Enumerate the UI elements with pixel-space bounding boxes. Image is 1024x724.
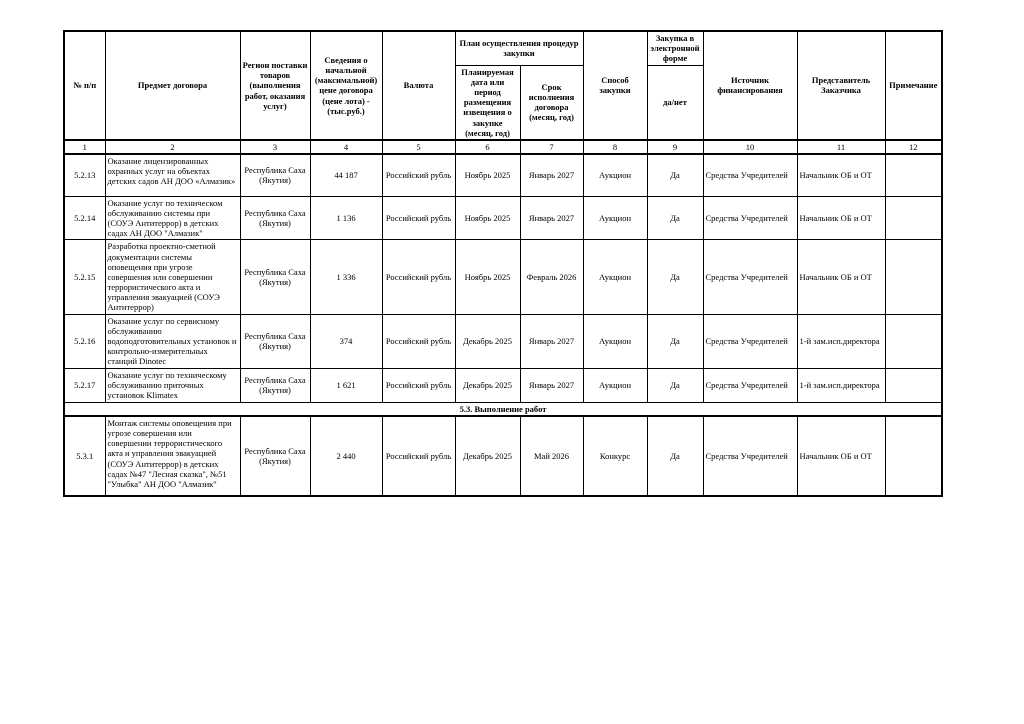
cell-representative: Начальник ОБ и ОТ	[797, 416, 885, 496]
cell-method: Аукцион	[583, 154, 647, 196]
cell-subject: Оказание услуг по техническом обслуживанию системы при (СОУЭ Антитеррор) в детских садах АН ДОО "Алмазик"	[105, 196, 240, 240]
cell-currency: Российский рубль	[382, 368, 455, 402]
cell-electronic: Да	[647, 368, 703, 402]
cell-note	[885, 240, 942, 314]
column-number: 11	[797, 140, 885, 154]
cell-electronic: Да	[647, 240, 703, 314]
header-electronic-group: Закупка в электронной форме	[647, 31, 703, 65]
cell-funding: Средства Учредителей	[703, 314, 797, 368]
cell-note	[885, 154, 942, 196]
cell-currency: Российский рубль	[382, 240, 455, 314]
cell-electronic: Да	[647, 196, 703, 240]
cell-note	[885, 314, 942, 368]
header-representative: Представитель Заказчика	[797, 31, 885, 140]
cell-region: Республика Саха (Якутия)	[240, 154, 310, 196]
cell-representative: Начальник ОБ и ОТ	[797, 196, 885, 240]
table-header	[64, 31, 942, 154]
cell-subject: Оказание услуг по сервисному обслуживанию водоподготовительных установок и контрольно-измерительных станций Dinotec	[105, 314, 240, 368]
cell-price: 1 621	[310, 368, 382, 402]
cell-subject: Оказание услуг по техническому обслуживанию приточных установок Klimatex	[105, 368, 240, 402]
column-number: 3	[240, 140, 310, 154]
cell-price: 44 187	[310, 154, 382, 196]
cell-num: 5.2.16	[64, 314, 105, 368]
section-row	[64, 402, 942, 416]
cell-contract-term: Январь 2027	[520, 368, 583, 402]
cell-currency: Российский рубль	[382, 314, 455, 368]
cell-representative: 1-й зам.исп.директора	[797, 368, 885, 402]
table-row	[64, 196, 942, 240]
cell-region: Республика Саха (Якутия)	[240, 196, 310, 240]
column-number: 4	[310, 140, 382, 154]
cell-currency: Российский рубль	[382, 154, 455, 196]
cell-price: 374	[310, 314, 382, 368]
cell-funding: Средства Учредителей	[703, 196, 797, 240]
header-price: Сведения о начальной (максимальной) цене договора (цене лота) - (тыс.руб.)	[310, 31, 382, 140]
cell-method: Конкурс	[583, 416, 647, 496]
cell-notice-date: Ноябрь 2025	[455, 196, 520, 240]
table-body	[64, 154, 942, 496]
cell-funding: Средства Учредителей	[703, 416, 797, 496]
cell-representative: Начальник ОБ и ОТ	[797, 240, 885, 314]
table-row	[64, 154, 942, 196]
cell-num: 5.2.13	[64, 154, 105, 196]
cell-electronic: Да	[647, 154, 703, 196]
cell-electronic: Да	[647, 314, 703, 368]
header-currency: Валюта	[382, 31, 455, 140]
procurement-plan-table	[63, 30, 943, 497]
column-number: 9	[647, 140, 703, 154]
cell-method: Аукцион	[583, 196, 647, 240]
column-number: 6	[455, 140, 520, 154]
header-num: № п/п	[64, 31, 105, 140]
column-number: 8	[583, 140, 647, 154]
column-number: 12	[885, 140, 942, 154]
cell-num: 5.2.14	[64, 196, 105, 240]
cell-representative: 1-й зам.исп.директора	[797, 314, 885, 368]
header-method: Способ закупки	[583, 31, 647, 140]
cell-subject: Монтаж системы оповещения при угрозе совершения или совершении террористического акта и управления эвакуацией (СОУЭ Антитеррор) в детских садах №47 "Лесная сказка", №51 "Улыбка" АН ДОО "Алмазик"	[105, 416, 240, 496]
cell-method: Аукцион	[583, 368, 647, 402]
header-contract-term: Срок исполнения договора (месяц, год)	[520, 65, 583, 140]
header-row-1	[64, 31, 942, 65]
cell-contract-term: Январь 2027	[520, 196, 583, 240]
table-row	[64, 314, 942, 368]
cell-contract-term: Май 2026	[520, 416, 583, 496]
table-row	[64, 416, 942, 496]
cell-notice-date: Ноябрь 2025	[455, 240, 520, 314]
cell-notice-date: Ноябрь 2025	[455, 154, 520, 196]
column-number: 1	[64, 140, 105, 154]
cell-num: 5.2.17	[64, 368, 105, 402]
cell-notice-date: Декабрь 2025	[455, 314, 520, 368]
table-row	[64, 240, 942, 314]
column-number: 7	[520, 140, 583, 154]
column-number: 10	[703, 140, 797, 154]
cell-region: Республика Саха (Якутия)	[240, 314, 310, 368]
section-title: 5.3. Выполнение работ	[64, 402, 942, 416]
cell-electronic: Да	[647, 416, 703, 496]
column-number-row	[64, 140, 942, 154]
cell-notice-date: Декабрь 2025	[455, 416, 520, 496]
cell-note	[885, 416, 942, 496]
table-row	[64, 368, 942, 402]
column-number: 2	[105, 140, 240, 154]
cell-region: Республика Саха (Якутия)	[240, 416, 310, 496]
cell-contract-term: Февраль 2026	[520, 240, 583, 314]
cell-currency: Российский рубль	[382, 196, 455, 240]
header-region: Регион поставки товаров (выполнения работ, оказания услуг)	[240, 31, 310, 140]
cell-num: 5.2.15	[64, 240, 105, 314]
cell-representative: Начальник ОБ и ОТ	[797, 154, 885, 196]
cell-note	[885, 368, 942, 402]
cell-method: Аукцион	[583, 240, 647, 314]
cell-subject: Оказание лицензированных охранных услуг на объектах детских садов АН ДОО «Алмазик»	[105, 154, 240, 196]
cell-region: Республика Саха (Якутия)	[240, 240, 310, 314]
cell-region: Республика Саха (Якутия)	[240, 368, 310, 402]
cell-subject: Разработка проектно-сметной документации системы оповещения при угрозе совершения или совершении террористического акта и управления эвакуацией (СОУЭ Антитеррор)	[105, 240, 240, 314]
cell-note	[885, 196, 942, 240]
cell-contract-term: Январь 2027	[520, 154, 583, 196]
header-plan-group: План осуществления процедур закупки	[455, 31, 583, 65]
header-note: Примечание	[885, 31, 942, 140]
cell-method: Аукцион	[583, 314, 647, 368]
cell-contract-term: Январь 2027	[520, 314, 583, 368]
cell-notice-date: Декабрь 2025	[455, 368, 520, 402]
cell-price: 1 136	[310, 196, 382, 240]
cell-price: 1 336	[310, 240, 382, 314]
cell-funding: Средства Учредителей	[703, 154, 797, 196]
cell-price: 2 440	[310, 416, 382, 496]
cell-funding: Средства Учредителей	[703, 368, 797, 402]
header-funding: Источник финансирования	[703, 31, 797, 140]
cell-num: 5.3.1	[64, 416, 105, 496]
cell-funding: Средства Учредителей	[703, 240, 797, 314]
header-notice-date: Планируемая дата или период размещения извещения о закупке (месяц, год)	[455, 65, 520, 140]
column-number: 5	[382, 140, 455, 154]
header-subject: Предмет договора	[105, 31, 240, 140]
cell-currency: Российский рубль	[382, 416, 455, 496]
header-electronic: да/нет	[647, 65, 703, 140]
